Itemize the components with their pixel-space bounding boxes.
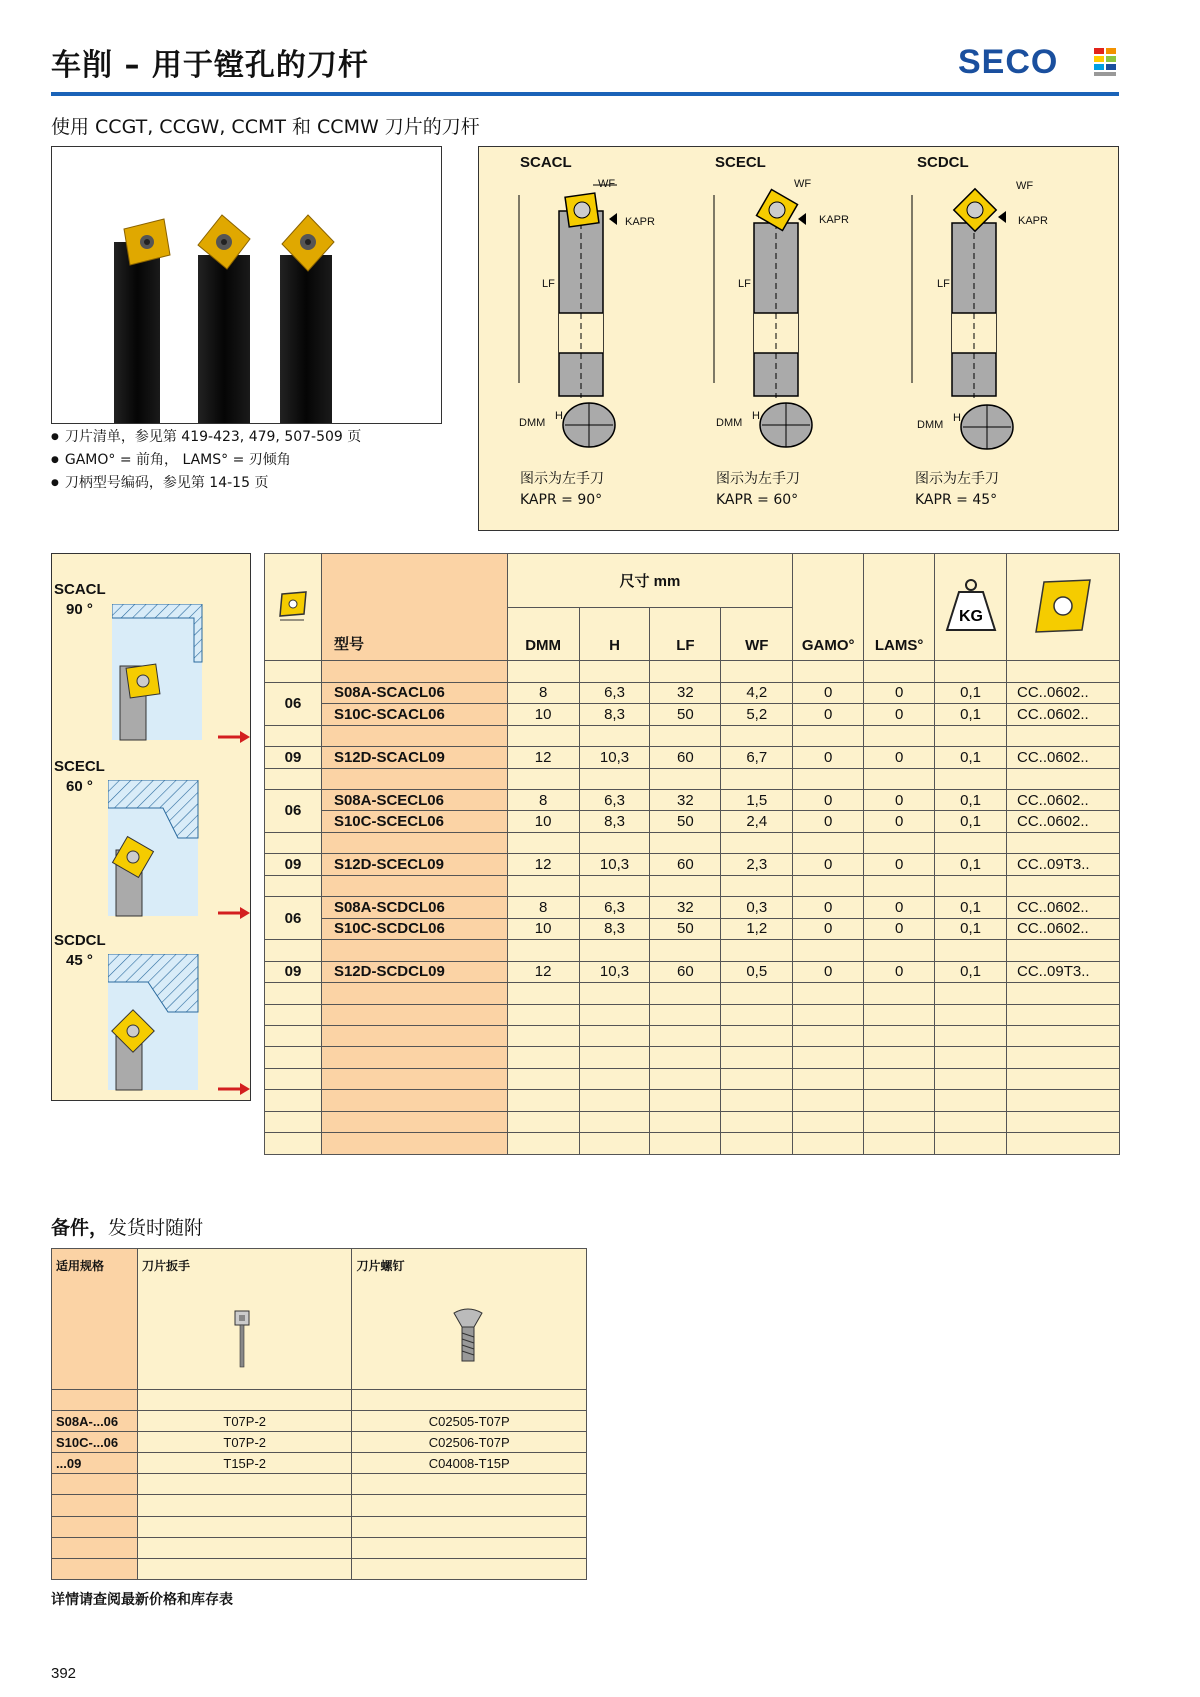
diagram-title: SCACL <box>520 154 572 171</box>
h-cell: 6,3 <box>579 790 650 811</box>
toolholder-photo-icon <box>52 147 441 423</box>
screw-icon <box>452 1307 484 1367</box>
table-row <box>265 747 1120 768</box>
lf-cell: 50 <box>650 811 721 832</box>
kg-cell: 0,1 <box>935 704 1007 725</box>
size-cell: 09 <box>265 961 322 982</box>
lf-cell: 60 <box>650 747 721 768</box>
model-cell: S08A-SCDCL06 <box>321 897 507 918</box>
lf-cell: 60 <box>650 961 721 982</box>
lams-cell: 0 <box>864 918 935 939</box>
panel-angle: 90 ° <box>66 601 93 618</box>
spec-header: 适用规格 <box>52 1249 138 1390</box>
model-header: 型号 <box>321 554 507 661</box>
subtitle: 使用 CCGT, CCGW, CCMT 和 CCMW 刀片的刀杆 <box>51 116 480 138</box>
model-cell: S08A-SCACL06 <box>321 682 507 703</box>
table-row <box>52 1410 587 1431</box>
kg-cell: 0,1 <box>935 682 1007 703</box>
table-row <box>265 682 1120 703</box>
size-cell: 06 <box>265 897 322 940</box>
diagram-caption: 图示为左手刀 KAPR = 45° <box>915 471 999 508</box>
h-label: H <box>752 410 760 422</box>
kapr-label: KAPR <box>1018 215 1048 227</box>
model-cell: S10C-SCECL06 <box>321 811 507 832</box>
lf-cell: 50 <box>650 918 721 939</box>
h-cell: 6,3 <box>579 682 650 703</box>
kg-cell: 0,1 <box>935 854 1007 875</box>
panel-label: SCDCL <box>54 932 106 949</box>
application-panel <box>51 553 251 1101</box>
lams-cell: 0 <box>864 747 935 768</box>
gamo-cell: 0 <box>793 961 864 982</box>
table-row <box>265 854 1120 875</box>
table-row <box>265 897 1120 918</box>
wf-label: WF <box>598 178 616 190</box>
note-item: ● GAMO° = 前角， LAMS° = 刃倾角 <box>51 450 361 473</box>
kg-cell: 0,1 <box>935 961 1007 982</box>
notes-list <box>51 427 361 496</box>
product-photo <box>51 146 442 424</box>
table-row <box>52 1453 587 1474</box>
seco-logo <box>958 44 1118 80</box>
weight-icon <box>945 576 997 634</box>
size-cell: 06 <box>265 682 322 725</box>
dimension-diagrams <box>478 146 1119 531</box>
model-cell: S10C-SCDCL06 <box>321 918 507 939</box>
screw-cell: C02506-T07P <box>352 1432 587 1453</box>
arrow-icon <box>218 730 250 744</box>
h-cell: 8,3 <box>579 704 650 725</box>
toolholder-table <box>264 553 1120 1155</box>
note-item: ● 刀柄型号编码，参见第 14-15 页 <box>51 473 361 496</box>
scdcl-application-icon <box>108 954 243 1094</box>
table-row <box>265 918 1120 939</box>
gamo-header: GAMO° <box>793 554 864 661</box>
lams-cell: 0 <box>864 854 935 875</box>
note-item: ● 刀片清单，参见第 419-423, 479, 507-509 页 <box>51 427 361 450</box>
wf-cell: 1,2 <box>721 918 793 939</box>
lf-cell: 32 <box>650 790 721 811</box>
wf-cell: 0,3 <box>721 897 793 918</box>
table-row <box>52 1432 587 1453</box>
header-rule <box>51 92 1119 96</box>
insert-cell: CC..0602.. <box>1007 704 1120 725</box>
model-cell: S08A-SCECL06 <box>321 790 507 811</box>
screw-header: 刀片螺钉 <box>352 1249 587 1390</box>
lf-header: LF <box>650 608 721 661</box>
spares-title: 备件，发货时随附 <box>51 1217 204 1239</box>
wf-cell: 5,2 <box>721 704 793 725</box>
h-cell: 10,3 <box>579 961 650 982</box>
wf-cell: 2,4 <box>721 811 793 832</box>
h-label: H <box>555 410 563 422</box>
insert-header <box>1007 554 1120 661</box>
h-cell: 8,3 <box>579 811 650 832</box>
lf-label: LF <box>738 278 751 290</box>
panel-angle: 60 ° <box>66 778 93 795</box>
h-cell: 6,3 <box>579 897 650 918</box>
page-title: 车削 – 用于镗孔的刀杆 <box>51 48 369 83</box>
lf-cell: 32 <box>650 897 721 918</box>
kapr-label: KAPR <box>625 216 655 228</box>
gamo-cell: 0 <box>793 897 864 918</box>
arrow-icon <box>218 906 250 920</box>
torx-key-icon <box>233 1309 253 1369</box>
kg-cell: 0,1 <box>935 747 1007 768</box>
diagram-title: SCDCL <box>917 154 969 171</box>
dmm-cell: 10 <box>507 704 579 725</box>
wf-header: WF <box>721 608 793 661</box>
screw-cell: C02505-T07P <box>352 1410 587 1431</box>
gamo-cell: 0 <box>793 704 864 725</box>
insert-cell: CC..09T3.. <box>1007 854 1120 875</box>
lf-cell: 60 <box>650 854 721 875</box>
wf-label: WF <box>1016 180 1034 192</box>
lf-label: LF <box>937 278 950 290</box>
model-cell: S12D-SCDCL09 <box>321 961 507 982</box>
kg-cell: 0,1 <box>935 811 1007 832</box>
insert-size-header <box>265 554 322 661</box>
dmm-label: DMM <box>917 419 944 431</box>
lams-cell: 0 <box>864 790 935 811</box>
h-cell: 8,3 <box>579 918 650 939</box>
wf-cell: 0,5 <box>721 961 793 982</box>
dimensions-header: 尺寸 mm <box>507 554 793 608</box>
gamo-cell: 0 <box>793 918 864 939</box>
dmm-cell: 12 <box>507 747 579 768</box>
dmm-cell: 8 <box>507 682 579 703</box>
page-number: 392 <box>51 1665 77 1682</box>
scacl-diagram-icon <box>509 173 669 423</box>
lf-cell: 32 <box>650 682 721 703</box>
dmm-header: DMM <box>507 608 579 661</box>
spec-cell: ...09 <box>52 1453 138 1474</box>
panel-label: SCACL <box>54 581 106 598</box>
size-cell: 09 <box>265 854 322 875</box>
wf-cell: 2,3 <box>721 854 793 875</box>
lf-label: LF <box>542 278 555 290</box>
insert-cell: CC..0602.. <box>1007 747 1120 768</box>
h-cell: 10,3 <box>579 747 650 768</box>
dmm-cell: 12 <box>507 961 579 982</box>
scacl-application-icon <box>112 604 247 744</box>
insert-cell: CC..0602.. <box>1007 682 1120 703</box>
dmm-cell: 10 <box>507 811 579 832</box>
footnote: 详情请查阅最新价格和库存表 <box>51 1592 233 1608</box>
gamo-cell: 0 <box>793 682 864 703</box>
weight-header <box>935 554 1007 661</box>
kapr-label: KAPR <box>819 214 849 226</box>
dmm-cell: 12 <box>507 854 579 875</box>
kg-cell: 0,1 <box>935 790 1007 811</box>
arrow-icon <box>218 1082 250 1096</box>
dmm-label: DMM <box>519 417 546 429</box>
key-cell: T07P-2 <box>137 1410 352 1431</box>
lams-cell: 0 <box>864 897 935 918</box>
scecl-application-icon <box>108 780 243 920</box>
insert-cell: CC..0602.. <box>1007 918 1120 939</box>
wf-label: WF <box>794 178 812 190</box>
ccmt-insert-icon <box>1032 576 1094 634</box>
size-cell: 09 <box>265 747 322 768</box>
model-cell: S10C-SCACL06 <box>321 704 507 725</box>
gamo-cell: 0 <box>793 747 864 768</box>
gamo-cell: 0 <box>793 790 864 811</box>
kg-cell: 0,1 <box>935 918 1007 939</box>
table-row <box>265 961 1120 982</box>
h-label: H <box>953 412 961 424</box>
dmm-label: DMM <box>716 417 743 429</box>
h-header: H <box>579 608 650 661</box>
insert-cell: CC..0602.. <box>1007 790 1120 811</box>
scecl-diagram-icon <box>704 173 864 423</box>
model-cell: S12D-SCECL09 <box>321 854 507 875</box>
spec-cell: S10C-...06 <box>52 1432 138 1453</box>
insert-cell: CC..0602.. <box>1007 897 1120 918</box>
logo-mark-icon <box>1094 48 1116 76</box>
logo-text: SECO <box>958 43 1059 81</box>
spec-cell: S08A-...06 <box>52 1410 138 1431</box>
wf-cell: 6,7 <box>721 747 793 768</box>
key-cell: T07P-2 <box>137 1432 352 1453</box>
table-row <box>265 704 1120 725</box>
spares-table <box>51 1248 587 1580</box>
dmm-cell: 10 <box>507 918 579 939</box>
kg-cell: 0,1 <box>935 897 1007 918</box>
lams-cell: 0 <box>864 961 935 982</box>
gamo-cell: 0 <box>793 854 864 875</box>
key-cell: T15P-2 <box>137 1453 352 1474</box>
lf-cell: 50 <box>650 704 721 725</box>
lams-cell: 0 <box>864 811 935 832</box>
h-cell: 10,3 <box>579 854 650 875</box>
wf-cell: 1,5 <box>721 790 793 811</box>
weight-unit: KG <box>958 608 983 626</box>
insert-shape-icon <box>276 588 310 622</box>
diagram-caption: 图示为左手刀 KAPR = 60° <box>716 471 800 508</box>
panel-label: SCECL <box>54 758 105 775</box>
lams-cell: 0 <box>864 682 935 703</box>
insert-cell: CC..0602.. <box>1007 811 1120 832</box>
size-cell: 06 <box>265 790 322 833</box>
panel-angle: 45 ° <box>66 952 93 969</box>
insert-cell: CC..09T3.. <box>1007 961 1120 982</box>
key-header: 刀片扳手 <box>137 1249 352 1390</box>
dmm-cell: 8 <box>507 897 579 918</box>
wf-cell: 4,2 <box>721 682 793 703</box>
scdcl-diagram-icon <box>902 173 1062 423</box>
gamo-cell: 0 <box>793 811 864 832</box>
diagram-caption: 图示为左手刀 KAPR = 90° <box>520 471 604 508</box>
model-cell: S12D-SCACL09 <box>321 747 507 768</box>
table-row <box>265 790 1120 811</box>
lams-cell: 0 <box>864 704 935 725</box>
dmm-cell: 8 <box>507 790 579 811</box>
screw-cell: C04008-T15P <box>352 1453 587 1474</box>
lams-header: LAMS° <box>864 554 935 661</box>
diagram-title: SCECL <box>715 154 766 171</box>
table-row <box>265 811 1120 832</box>
